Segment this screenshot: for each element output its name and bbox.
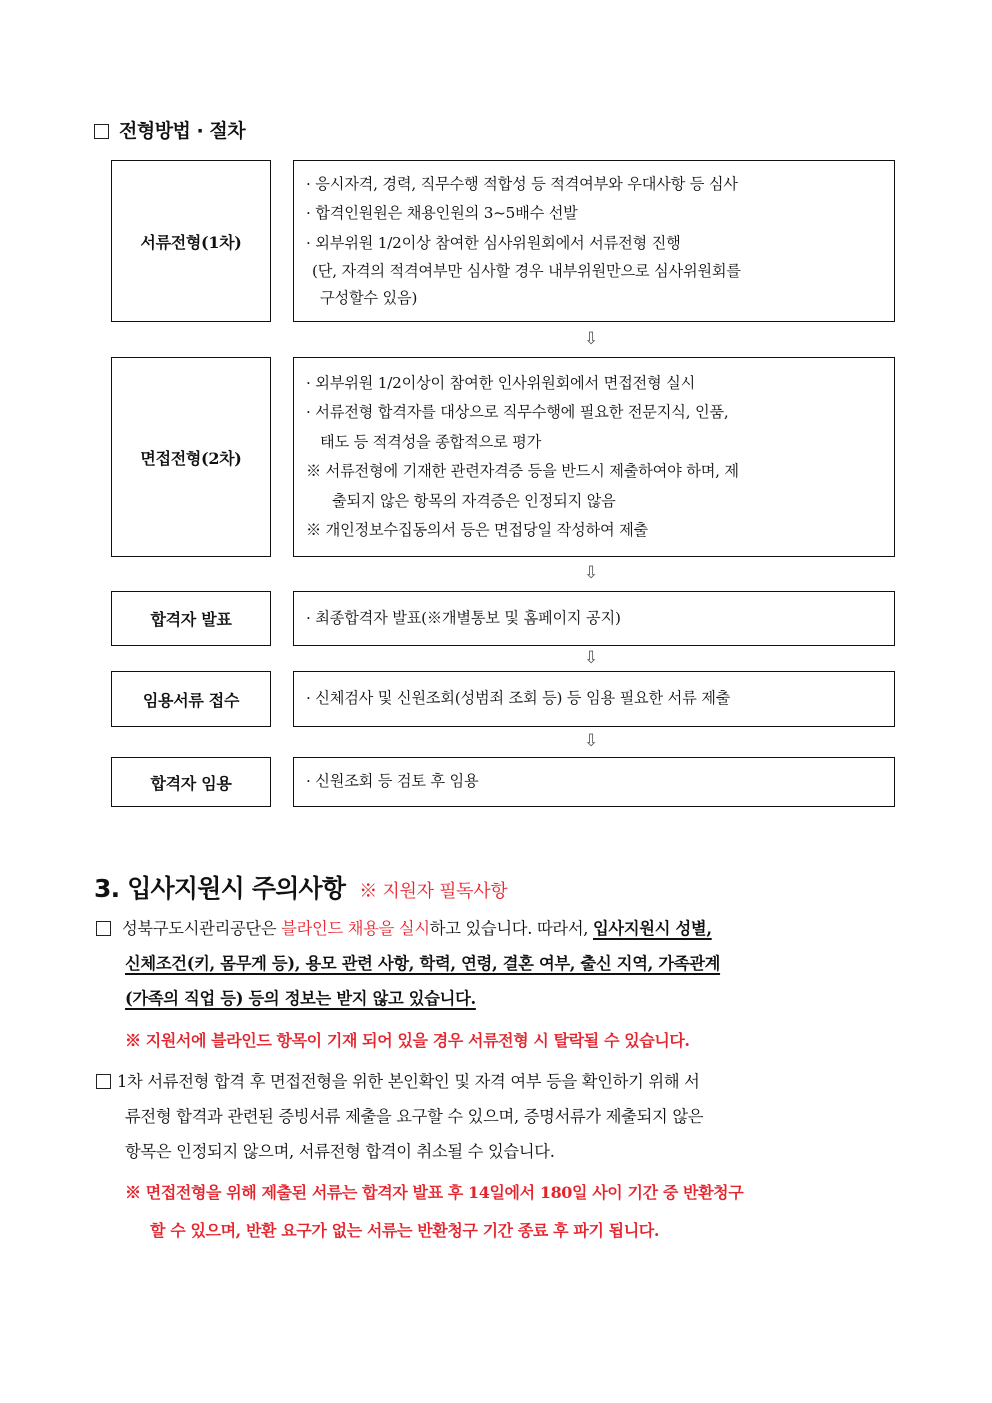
step-content-announcement [293,591,895,646]
step-line: 구성할수 있음) [320,289,418,308]
step-line: · 최종합격자 발표(※개별통보 및 홈페이지 공지) [306,608,621,627]
notice-heading-text: 3. 입사지원시 주의사항 [94,874,346,903]
text: 류전형 합격과 관련된 증빙서류 제출을 요구할 수 있으며, 증명서류가 제출되지 않은 [125,1107,704,1126]
notice-item-verification [96,1064,901,1169]
step-line: 출되지 않은 항목의 자격증은 인정되지 않음 [332,491,616,510]
document-return-warning-cont: 할 수 있으며, 반환 요구가 없는 서류는 반환청구 기간 종료 후 파기 됩니다. [150,1221,660,1240]
checkbox-square-icon [94,124,109,139]
must-read-note: ※ 지원자 필독사항 [359,881,508,902]
checkbox-square-icon [96,921,111,936]
step-label-document-screening: 서류전형(1차) [111,160,271,322]
down-arrow-icon: ⇩ [584,563,599,583]
text: 1차 서류전형 합격 후 면접전형을 위한 본인확인 및 자격 여부 등을 확인하기 위해 서 [117,1072,700,1091]
underlined-text: (가족의 직업 등) 등의 정보는 받지 않고 있습니다. [125,989,476,1008]
step-content-document-screening [293,160,895,322]
step-line: · 외부위원 1/2이상 참여한 심사위원회에서 서류전형 진행 [306,233,681,252]
step-line: (단, 자격의 적격여부만 심사할 경우 내부위원만으로 심사위원회를 [312,262,741,281]
section-title [94,116,245,143]
notice-item-blind-hiring [96,911,901,1016]
step-line: ※ 개인정보수집동의서 등은 면접당일 작성하여 제출 [306,521,649,539]
step-content-interview [293,357,895,557]
step-label-appointment-documents: 임용서류 접수 [111,671,271,727]
step-line: · 외부위원 1/2이상이 참여한 인사위원회에서 면접전형 실시 [306,373,696,392]
underlined-text: 입사지원시 성별, [593,919,712,938]
step-line: · 서류전형 합격자를 대상으로 직무수행에 필요한 전문지식, 인품, [306,403,729,421]
notice-heading [94,869,507,905]
step-content-appointment [293,757,895,807]
text: 항목은 인정되지 않으며, 서류전형 합격이 취소될 수 있습니다. [125,1142,555,1161]
step-content-appointment-documents [293,671,895,727]
down-arrow-icon: ⇩ [584,329,599,349]
section-title-text: 전형방법 · 절차 [119,120,246,142]
blind-hiring-highlight: 블라인드 채용을 실시 [281,919,430,938]
step-line: · 신원조회 등 검토 후 임용 [306,772,479,791]
text: 성북구도시관리공단은 [122,919,282,938]
down-arrow-icon: ⇩ [584,731,599,751]
underlined-text: 신체조건(키, 몸무게 등), 용모 관련 사항, 학력, 연령, 결혼 여부, 출신 지역, 가족관계 [125,954,721,973]
step-line: ※ 서류전형에 기재한 관련자격증 등을 반드시 제출하여야 하며, 제 [306,462,739,480]
step-line: 태도 등 적격성을 종합적으로 평가 [320,432,542,451]
text: 하고 있습니다. 따라서, [429,919,593,938]
step-line: · 합격인원원은 채용인원의 3~5배수 선발 [306,204,578,223]
step-label-announcement: 합격자 발표 [111,591,271,646]
step-line: · 응시자격, 경력, 직무수행 적합성 등 적격여부와 우대사항 등 심사 [306,174,738,193]
step-line: · 신체검사 및 신원조회(성범죄 조회 등) 등 임용 필요한 서류 제출 [306,689,731,708]
document-return-warning: ※ 면접전형을 위해 제출된 서류는 합격자 발표 후 14일에서 180일 사이 기간 중 반환청구 [125,1183,744,1202]
step-label-appointment: 합격자 임용 [111,757,271,807]
down-arrow-icon: ⇩ [584,648,599,668]
step-label-interview: 면접전형(2차) [111,357,271,557]
checkbox-square-icon [96,1074,111,1089]
blind-warning: ※ 지원서에 블라인드 항목이 기재 되어 있을 경우 서류전형 시 탈락될 수 있습니다. [125,1031,690,1050]
